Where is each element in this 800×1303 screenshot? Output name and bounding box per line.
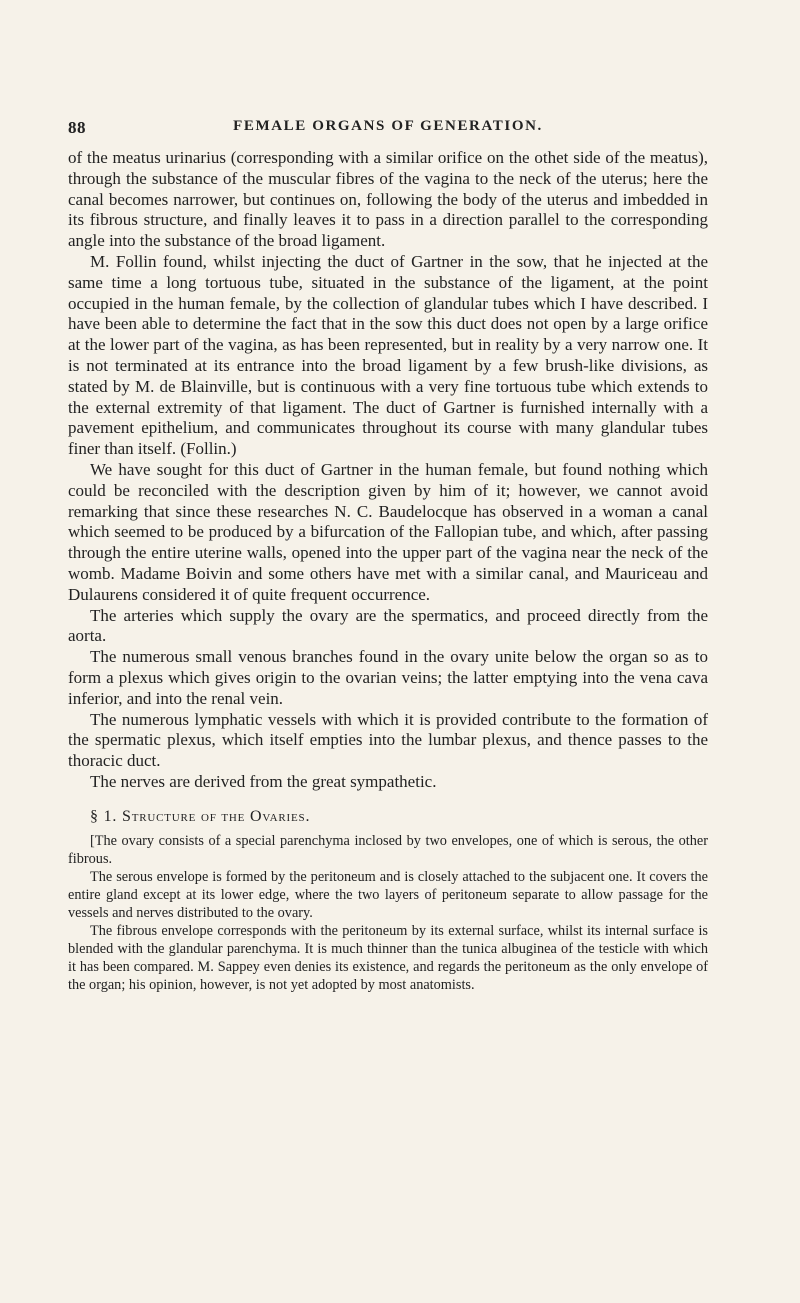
paragraph-lymphatics: The numerous lymphatic vessels with which it is provided contribute to the formation of the spermatic plexus, which itself empties into the lumbar plexus, and thence passes to the thoracic duct. — [68, 709, 708, 771]
running-title: FEMALE ORGANS OF GENERATION. — [233, 118, 543, 134]
page-number: 88 — [68, 118, 86, 137]
note-paragraph-fibrous: The fibrous envelope corresponds with the peritoneum by its external surface, whilst its internal surface is blended with the glandular parenchyma. It is much thinner than the tunica albuginea of the testicle with which it has been compared. M. Sappey even denies its existence, and regards the peritoneum as the only envelope of the organ; his opinion, however, is not yet adopted by most anatomists. — [68, 922, 708, 993]
note-paragraph-ovary: [The ovary consists of a special parenchyma inclosed by two envelopes, one of which is serous, the other fibrous. — [68, 832, 708, 867]
paragraph-human-female: We have sought for this duct of Gartner in the human female, but found nothing which could be reconciled with the description given by him of it; however, we cannot avoid remarking that since these researches N. C. Baudelocque has observed in a woman a canal which seemed to be produced by a bifurcation of the Fallopian tube, and which, after passing through the entire uterine walls, opened into the upper part of the vagina near the neck of the womb. Madame Boivin and some others have met with a similar canal, and Mauriceau and Dulaurens considered it of quite frequent occurrence. — [68, 459, 708, 604]
paragraph-follin: M. Follin found, whilst injecting the duct of Gartner in the sow, that he injected at the same time a long tortuous tube, situated in the substance of the ligament, at the point occupied in the human female, by the collection of glandular tubes which I have described. I have been able to determine the fact that in the sow this duct does not open by a large orifice at the lower part of the vagina, as has been represented, but in reality by a very narrow one. It is not terminated at its entrance into the broad ligament by a few brush-like divisions, as stated by M. de Blainville, but is continuous with a very fine tortuous tube which extends to the external extremity of that ligament. The duct of Gartner is furnished internally with a pavement epithelium, and communicates throughout its course with many glandular tubes finer than itself. (Follin.) — [68, 251, 708, 459]
note-paragraph-serous: The serous envelope is formed by the peritoneum and is closely attached to the subjacent one. It covers the entire gland except at its lower edge, where the two layers of peritoneum separate to allow passage for the vessels and nerves distributed to the ovary. — [68, 868, 708, 921]
paragraph-veins: The numerous small venous branches found in the ovary unite below the organ so as to form a plexus which gives origin to the ovarian veins; the latter emptying into the vena cava inferior, and into the renal vein. — [68, 647, 708, 708]
body-text — [68, 148, 708, 994]
paragraph-continuation: of the meatus urinarius (corresponding with a similar orifice on the othet side of the meatus), through the substance of the muscular fibres of the vagina to the neck of the uterus; here the canal becomes narrower, but continues on, following the body of the uterus and imbedded in its fibrous structure, and finally leaves it to pass in a direction parallel to the corresponding angle into the substance of the broad ligament. — [68, 148, 708, 251]
paragraph-nerves: The nerves are derived from the great sympathetic. — [90, 771, 437, 791]
page-header — [68, 118, 708, 142]
section-heading: § 1. Structure of the Ovaries. — [90, 807, 311, 825]
paragraph-arteries: The arteries which supply the ovary are the spermatics, and proceed directly from the aorta. — [68, 605, 708, 646]
